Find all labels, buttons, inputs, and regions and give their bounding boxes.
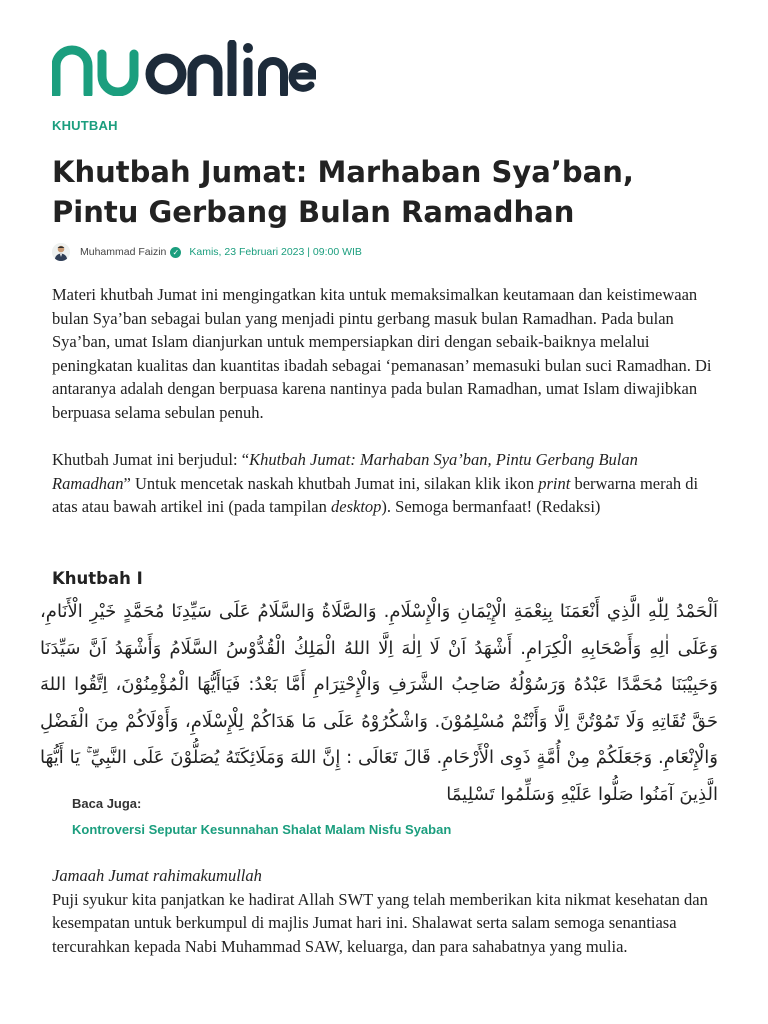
sermon-greeting: Jamaah Jumat rahimakumullah [52, 866, 262, 885]
note-mid-2: berwarna merah di atas atau bawah artikel ini (pada tampilan [52, 473, 699, 516]
note-suffix: ). Semoga bermanfaat! (Redaksi) [381, 497, 601, 516]
section-heading: Khutbah I [52, 569, 143, 588]
article-title: Khutbah Jumat: Marhaban Sya’ban, Pintu Gerbang Bulan Ramadhan [52, 155, 634, 229]
author-avatar[interactable] [52, 243, 70, 261]
editor-note-paragraph [52, 448, 712, 519]
note-italic-print: print [538, 473, 571, 493]
publish-date: Kamis, 23 Februari 2023 | 09:00 WIB [189, 246, 362, 258]
verified-icon: ✓ [170, 247, 181, 258]
author-name[interactable]: Muhammad Faizin [80, 246, 167, 258]
arabic-khutbah-text: اَلْحَمْدُ لِلّٰهِ الَّذِي أَنْعَمَنَا بِنِعْمَةِ الْإِيْمَانِ وَالْإِسْلَامِ. وَالصَّلَاةُ وَالسَّلَامُ عَلَى سَيِّدِنَا مُحَمَّدٍ خَيْرِ الْأَنَامِ، وَعَلَى اٰلِهِ وَأَصْحَابِهِ الْكِرَامِ. أَشْهَدُ اَنْ لَا اِلٰهَ اِلَّا اللهُ الْمَلِكُ الْقُدُّوْسُ السَّلَامُ وَأَشْهَدُ اَنَّ سَيِّدَنَا وَحَبِيْبَنَا مُحَمَّدًا عَبْدُهُ وَرَسُوْلُهُ صَاحِبُ الشَّرَفِ وَالْإِحْتِرَامِ أَمَّا بَعْدُ: فَيَاأَيُّهَا الْمُؤْمِنُوْنَ، اِتَّقُوا اللهَ حَقَّ تُقَاتِهِ وَلَا تَمُوْتُنَّ اِلَّا وَأَنْتُمْ مُسْلِمُوْنَ. وَاشْكُرُوْهُ عَلَى مَا هَدَاكُمْ لِلْإِسْلَامِ، وَأَوْلَاكُمْ مِنَ الْفَضْلِ وَالْإِنْعَامِ. وَجَعَلَكُمْ مِنْ أُمَّةٍ ذَوِى الْأَرْحَامِ. قَالَ تَعَالَى : إِنَّ اللهَ وَمَلَائِكَتَهُ يُصَلُّوْنَ عَلَى النَّبِيِّ ۚ يَا أَيُّهَا الَّذِينَ آمَنُوا صَلُّوا عَلَيْهِ وَسَلِّمُوا تَسْلِيمًا [40, 601, 718, 805]
note-italic-desktop: desktop [331, 497, 382, 516]
note-prefix: Khutbah Jumat ini berjudul: “ [52, 450, 250, 469]
article-byline [52, 242, 362, 262]
sermon-text: Puji syukur kita panjatkan ke hadirat Allah SWT yang telah memberikan kita nikmat kesehatan dan kesempatan untuk berkumpul di majlis Jumat hari ini. Shalawat serta salam semoga senantiasa tercurahkan kepada Nabi Muhammad SAW, keluarga, dan para sahabatnya yang mulia. [52, 889, 708, 956]
nuonline-logo[interactable] [52, 40, 316, 96]
related-article-link[interactable]: Kontroversi Seputar Kesunnahan Shalat Malam Nisfu Syaban [72, 822, 452, 837]
intro-paragraph: Materi khutbah Jumat ini mengingatkan kita untuk memaksimalkan keutamaan dan keistimewaan bulan Sya’ban sebagai bulan yang menjadi pintu gerbang masuk bulan Ramadhan. Pada bulan Sya’ban, umat Islam dianjurkan untuk mempersiapkan diri dengan sebaik-baiknya melalui peningkatan kualitas dan kuantitas ibadah sebagai ‘pemanasan’ memasuki bulan suci Ramadhan. Di antaranya adalah dengan berpuasa karena nantinya pada bulan Ramadhan, umat Islam diwajibkan berpuasa selama sebulan penuh. [52, 285, 712, 422]
note-mid-1: ” Untuk mencetak naskah khutbah Jumat ini, silakan klik ikon [123, 473, 539, 493]
related-label: Baca Juga: [72, 796, 142, 811]
sermon-paragraph [52, 864, 712, 958]
note-italic-title: Khutbah Jumat: Marhaban Sya’ban, Pintu Gerbang Bulan Ramadhan [52, 450, 638, 493]
category-label[interactable]: KHUTBAH [52, 118, 118, 133]
